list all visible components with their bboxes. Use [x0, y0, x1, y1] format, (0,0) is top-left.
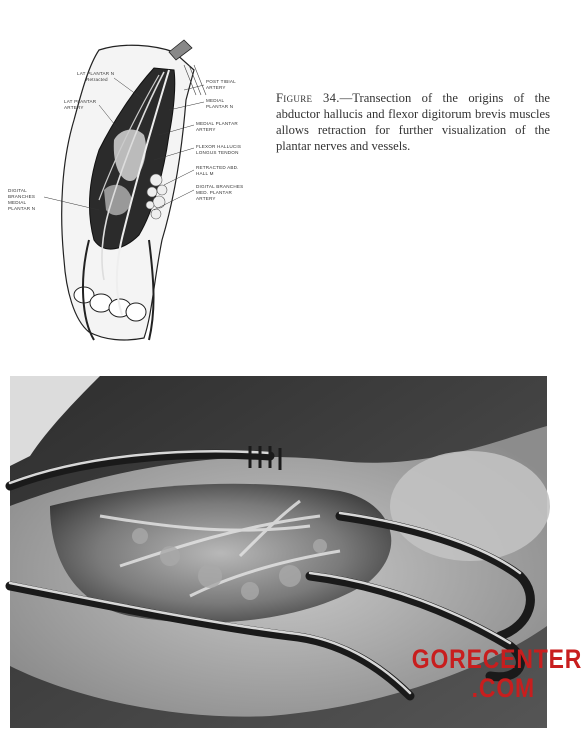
label-medial-plantar-artery: MEDIAL PLANTAR [196, 121, 238, 126]
label-retracted: Retracted [86, 77, 108, 82]
watermark-line-1: GORECENTER [411, 644, 582, 674]
label-retracted-abd: RETRACTED ABD. [196, 165, 239, 170]
anatomical-illustration [4, 40, 260, 345]
watermark-line-2: .COM [471, 673, 535, 703]
label-digital-branches-artery-3: ARTERY [196, 196, 216, 201]
label-fhl-2: LONGUS TENDON [196, 150, 239, 155]
label-medial-plantar-artery-2: ARTERY [196, 127, 216, 132]
watermark [411, 644, 582, 703]
caption-text: —Transection of the origins of the abductor hallucis and flexor digitorum brevis muscles allows retraction for further visualization of the plantar nerves and vessels. [276, 91, 550, 153]
figure-number: Figure 34. [276, 91, 340, 105]
label-digital-branches-n-3: MEDIAL [8, 200, 27, 205]
toe [126, 303, 146, 321]
label-post-tibial: POST TIBIAL [206, 79, 236, 84]
label-retracted-abd-2: HALL M [196, 171, 214, 176]
label-fhl: FLEXOR HALLUCIS [196, 144, 242, 149]
label-digital-branches-artery: DIGITAL BRANCHES [196, 184, 244, 189]
label-lat-plantar-artery: LAT PLANTAR [64, 99, 97, 104]
label-digital-branches-n-4: PLANTAR N [8, 206, 36, 211]
label-medial-plantar-n: MEDIAL [206, 98, 225, 103]
foot-drawing [4, 40, 260, 345]
label-lat-plantar-artery-2: ARTERY [64, 105, 84, 110]
label-digital-branches-artery-2: MED. PLANTAR [196, 190, 233, 195]
label-post-tibial-2: ARTERY [206, 85, 226, 90]
label-medial-plantar-n-2: PLANTAR N [206, 104, 234, 109]
label-digital-branches-n: DIGITAL [8, 188, 27, 193]
label-lat-plantar-n: LAT PLANTAR N [77, 71, 115, 76]
figure-caption [276, 90, 550, 154]
label-digital-branches-n-2: BRANCHES [8, 194, 36, 199]
